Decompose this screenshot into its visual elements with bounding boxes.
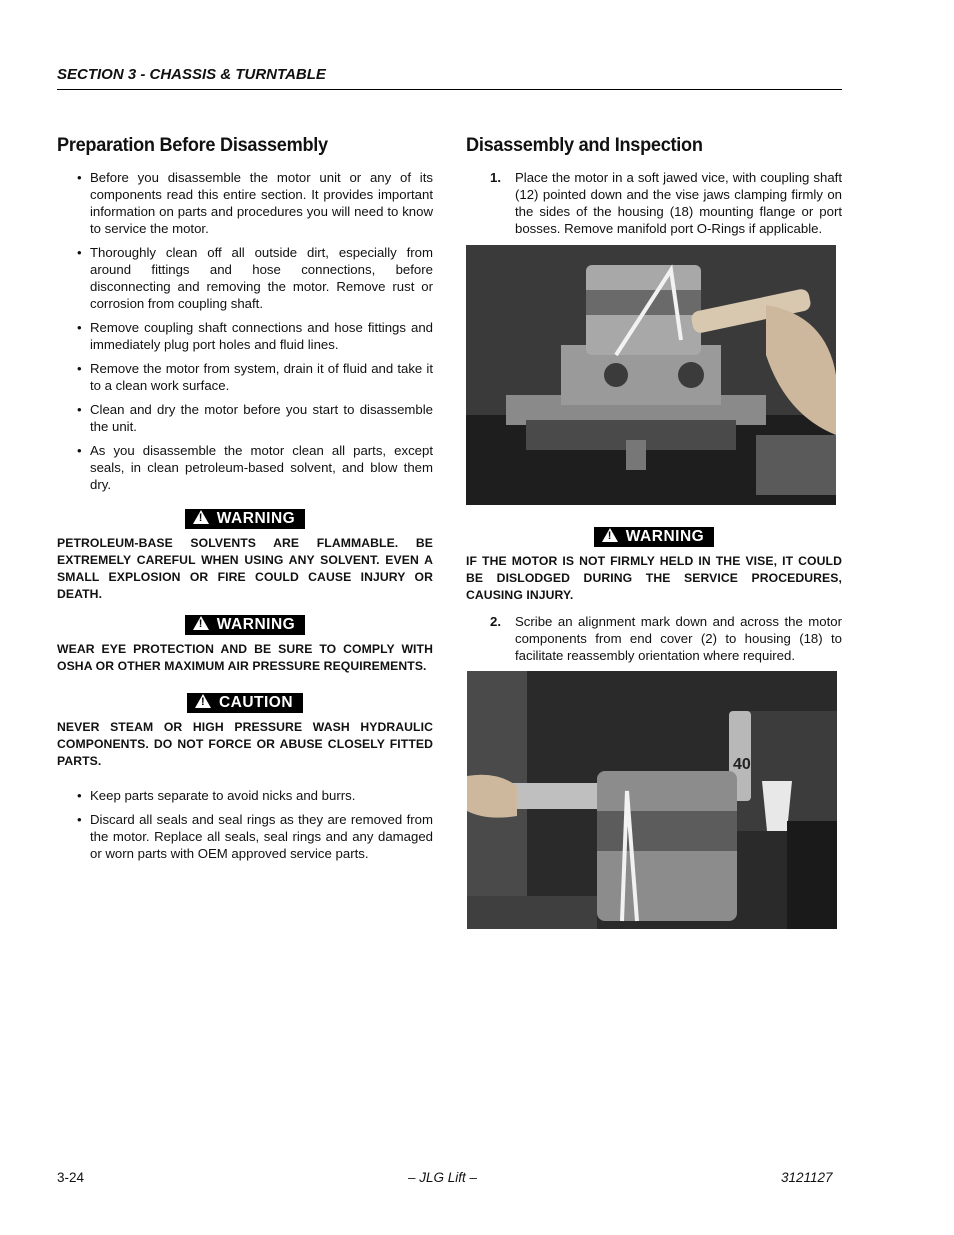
heading-preparation: Preparation Before Disassembly — [57, 134, 328, 156]
warning-icon: ! — [193, 616, 209, 630]
motor-vise-illustration — [466, 245, 836, 505]
warning-text-3: IF THE MOTOR IS NOT FIRMLY HELD IN THE VISE, IT COULD BE DISLODGED DURING THE SERVICE PROCEDURES, CAUSING INJURY. — [466, 554, 842, 602]
list-item: • Clean and dry the motor before you start to disassemble the unit. — [77, 402, 433, 434]
right-column — [466, 134, 842, 929]
section-header: SECTION 3 - CHASSIS & TURNTABLE — [57, 66, 326, 83]
list-item: • Remove coupling shaft connections and hose fittings and immediately plug port holes and fluid lines. — [77, 320, 433, 352]
caution-badge: ! CAUTION — [57, 693, 433, 713]
parts-bullets — [57, 787, 433, 862]
step-1: 1. Place the motor in a soft jawed vice, with coupling shaft (12) pointed down and the vise jaws clamping firmly on the sides of the housing (18) mounting flange or port bosses. Remove manifold port O-Rings if applicable. — [490, 170, 842, 236]
footer-doc-number: 3121127 — [781, 1170, 833, 1185]
list-item: • As you disassemble the motor clean all parts, except seals, in clean petroleum-based solvent, and blow them dry. — [77, 443, 433, 492]
warning-badge-1: ! WARNING — [57, 509, 433, 529]
step-2: 2. Scribe an alignment mark down and across the motor components from end cover (2) to housing (18) to facilitate reassembly orientation where required. — [490, 614, 842, 663]
steps-list-2 — [466, 613, 842, 664]
list-item: • Thoroughly clean off all outside dirt, especially from around fittings and hose connections, before disconnecting and removing the motor. Remove rust or corrosion from coupling shaft. — [77, 245, 433, 311]
warning-badge-3: ! WARNING — [466, 527, 842, 547]
list-item: • Before you disassemble the motor unit or any of its components read this entire section. It provides important information on parts and procedures you will need to know to service the motor. — [77, 170, 433, 236]
photo-motor-in-vise — [466, 245, 836, 505]
list-item: • Keep parts separate to avoid nicks and burrs. — [77, 788, 356, 803]
footer-publisher: – JLG Lift – — [408, 1170, 478, 1185]
warning-text-2: WEAR EYE PROTECTION AND BE SURE TO COMPLY WITH OSHA OR OTHER MAXIMUM AIR PRESSURE REQUIREMENTS. — [57, 642, 433, 673]
warning-icon: ! — [193, 510, 209, 524]
can-label: 40 — [733, 756, 751, 773]
caution-icon: ! — [195, 694, 211, 708]
header-divider — [57, 89, 842, 90]
caution-text: NEVER STEAM OR HIGH PRESSURE WASH HYDRAULIC COMPONENTS. DO NOT FORCE OR ABUSE CLOSELY FITTED PARTS. — [57, 720, 433, 768]
photo-alignment-mark — [467, 671, 837, 929]
warning-text-1: PETROLEUM-BASE SOLVENTS ARE FLAMMABLE. BE EXTREMELY CAREFUL WHEN USING ANY SOLVENT. EVEN A SMALL EXPLOSION OR FIRE COULD CAUSE INJURY OR DEATH. — [57, 536, 433, 601]
list-item: • Remove the motor from system, drain it of fluid and take it to a clean work surface. — [77, 361, 433, 393]
footer-page-number: 3-24 — [57, 1170, 85, 1185]
warning-badge-2: ! WARNING — [57, 615, 433, 635]
heading-disassembly: Disassembly and Inspection — [466, 134, 703, 156]
left-column — [57, 134, 433, 869]
preparation-bullets — [57, 169, 433, 493]
warning-icon: ! — [602, 528, 618, 542]
scribe-mark-illustration — [467, 671, 837, 929]
list-item: • Discard all seals and seal rings as they are removed from the motor. Replace all seals, seal rings and any damaged or worn parts with OEM approved service parts. — [77, 812, 433, 861]
steps-list-1 — [466, 169, 842, 237]
